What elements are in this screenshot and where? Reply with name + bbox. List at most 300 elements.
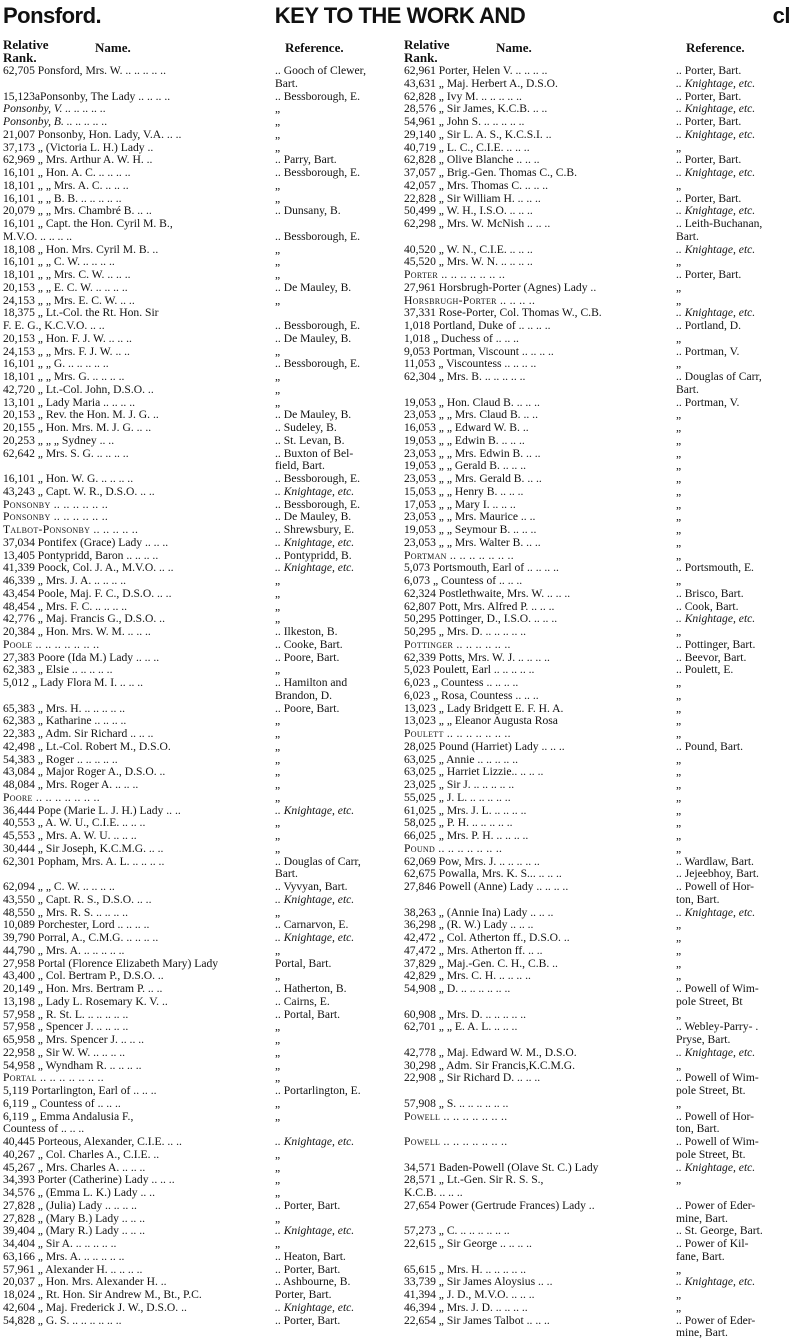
entry-name: 62,675 Powalla, Mrs. K. S... .. .. .. xyxy=(404,868,562,881)
entry-row xyxy=(404,562,796,575)
entry-row xyxy=(404,652,796,665)
entry-name: 43,084 „ Major Roger A., D.S.O. .. xyxy=(3,766,166,779)
entry-name: 37,173 „ (Victoria L. H.) Lady .. xyxy=(3,141,154,154)
entry-name: 62,828 „ Olive Blanche .. .. .. xyxy=(404,154,540,167)
entry-name: 24,153 „ „ Mrs. E. C. W. .. .. xyxy=(3,294,135,307)
entry-row xyxy=(3,537,395,550)
entry-name: 43,243 „ Capt. W. R., D.S.O. .. .. xyxy=(3,485,155,498)
entry-row xyxy=(3,1111,395,1124)
entry-reference: „ xyxy=(275,1187,281,1199)
entry-row xyxy=(404,983,796,996)
entry-name: 58,025 „ P. H. .. .. .. .. .. xyxy=(404,817,513,830)
entry-row xyxy=(404,1264,796,1277)
entry-reference: .. Ashbourne, B. xyxy=(275,1276,351,1289)
entry-row xyxy=(404,588,796,601)
entry-row xyxy=(3,1098,395,1111)
entry-row xyxy=(3,843,395,856)
entry-reference: .. Porter, Bart. xyxy=(676,116,742,128)
entry-reference: .. Cairns, E. xyxy=(275,995,330,1008)
entry-row xyxy=(404,613,796,626)
entry-name: K.C.B. .. .. .. xyxy=(404,1187,463,1199)
entry-reference: .. Porter, Bart. xyxy=(676,192,742,205)
entry-row xyxy=(404,397,796,410)
entry-row xyxy=(3,754,395,767)
entry-reference: „ xyxy=(275,294,281,307)
entry-reference: .. Shrewsbury, E. xyxy=(275,524,355,536)
entry-reference: „ xyxy=(275,740,281,753)
entry-name: 57,958 „ R. St. L. .. .. .. .. .. xyxy=(3,1008,129,1021)
reference-heading: Reference. xyxy=(686,40,745,55)
entry-name: 1,018 Portland, Duke of .. .. .. .. xyxy=(404,320,551,332)
entry-reference: .. Buxton of Bel- xyxy=(275,447,354,460)
entry-row xyxy=(3,715,395,728)
entry-row xyxy=(3,550,395,563)
entry-reference: pole Street, Bt xyxy=(676,995,743,1008)
entry-reference: „ xyxy=(676,1097,682,1110)
entry-name: 28,576 „ Sir James, K.C.B. .. .. xyxy=(404,103,548,116)
entry-name: 62,304 „ Mrs. B. .. .. .. .. .. xyxy=(404,371,526,383)
entry-reference: .. Knightage, etc. xyxy=(275,1136,355,1148)
entry-reference: „ xyxy=(275,1034,281,1046)
entry-name: 48,084 „ Mrs. Roger A. .. .. .. xyxy=(3,779,139,791)
entry-row xyxy=(3,562,395,575)
entry-row xyxy=(404,448,796,461)
entry-row xyxy=(3,805,395,818)
entry-row xyxy=(3,881,395,894)
entry-reference: .. Poore, Bart. xyxy=(275,702,340,715)
entry-reference: .. Porter, Bart. xyxy=(676,269,742,281)
entry-reference: „ xyxy=(676,830,682,842)
entry-name: 18,375 „ Lt.-Col. the Rt. Hon. Sir xyxy=(3,307,159,320)
entry-row xyxy=(3,116,395,129)
entry-row xyxy=(3,690,395,703)
entry-reference: „ xyxy=(676,791,682,804)
entry-row xyxy=(3,1264,395,1277)
entry-reference: Brandon, D. xyxy=(275,689,332,702)
entry-name: 40,719 „ L. C., C.I.E. .. .. .. xyxy=(404,141,530,154)
entry-reference: ton, Bart. xyxy=(676,893,720,906)
entry-name: 42,498 „ Lt.-Col. Robert M., D.S.O. xyxy=(3,740,171,753)
entry-row xyxy=(3,613,395,626)
entry-reference: „ xyxy=(676,766,682,779)
entry-reference: .. Jejeebhoy, Bart. xyxy=(676,868,759,881)
entry-reference: .. Powell of Wim- xyxy=(676,1072,759,1085)
entry-reference: .. Webley-Parry- . xyxy=(676,1021,759,1034)
entry-reference: „ xyxy=(275,753,281,766)
entry-row xyxy=(404,193,796,206)
entry-row xyxy=(404,1111,796,1124)
entry-reference: .. Porter, Bart. xyxy=(676,154,742,167)
entry-name: Ponsonby, V. .. .. .. .. .. xyxy=(3,103,106,116)
entry-name: 16,101 „ „ G. .. .. .. .. .. xyxy=(3,358,109,371)
entry-name: 37,331 Rose-Porter, Col. Thomas W., C.B. xyxy=(404,307,602,320)
entry-name: 20,079 „ „ Mrs. Chambré B. .. .. xyxy=(3,205,152,218)
entry-row xyxy=(404,1251,796,1264)
entry-reference: „ xyxy=(676,485,682,498)
entry-reference: .. Beevor, Bart. xyxy=(676,651,747,664)
entry-reference: „ xyxy=(275,371,281,383)
entry-row xyxy=(3,384,395,397)
entry-row xyxy=(3,1289,395,1302)
entry-reference: „ xyxy=(676,817,682,830)
page-number: cl xyxy=(772,3,790,28)
entry-row xyxy=(404,116,796,129)
entry-name: 20,253 „ „ „ Sydney .. .. xyxy=(3,434,115,447)
entry-name: 19,053 „ „ Edwin B. .. .. .. xyxy=(404,434,525,447)
name-heading: Name. xyxy=(496,40,532,55)
entry-name: 10,089 Porchester, Lord .. .. .. .. xyxy=(3,919,150,932)
entry-name: 20,384 „ Hon. Mrs. W. M. .. .. .. xyxy=(3,626,151,638)
entry-row xyxy=(404,843,796,856)
entry-reference: „ xyxy=(676,511,682,524)
entry-reference: .. Porter, Bart. xyxy=(275,1314,341,1327)
entry-name: 30,298 „ Adm. Sir Francis,K.C.M.G. xyxy=(404,1059,576,1072)
entry-row xyxy=(3,154,395,167)
entry-reference: mine, Bart. xyxy=(676,1327,728,1340)
entry-row xyxy=(3,932,395,945)
entry-row xyxy=(3,766,395,779)
entry-reference: „ xyxy=(275,728,281,740)
entry-name: Ponsonby .. .. .. .. .. .. xyxy=(3,498,109,511)
entry-name: 5,023 Poulett, Earl .. .. .. .. .. xyxy=(404,664,535,677)
entry-reference: .. Knightage, etc. xyxy=(676,906,756,919)
entry-reference: „ xyxy=(275,103,281,116)
entry-name: 36,444 Pope (Marie L. J. H.) Lady .. .. xyxy=(3,804,181,817)
entry-row xyxy=(3,333,395,346)
entry-reference: „ xyxy=(676,919,682,932)
entry-name: Ponsonby, B. .. .. .. .. .. xyxy=(3,116,108,128)
entry-name: 6,023 „ Rosa, Countess .. .. .. xyxy=(404,689,539,702)
entry-reference: „ xyxy=(275,269,281,281)
entry-name: 62,383 „ Elsie .. .. .. .. .. xyxy=(3,664,113,677)
entry-row xyxy=(3,65,395,78)
entry-name: 65,615 „ Mrs. H. .. .. .. .. .. xyxy=(404,1263,527,1276)
entry-reference: „ xyxy=(275,1046,281,1059)
entry-reference: „ xyxy=(676,422,682,434)
entry-row xyxy=(3,371,395,384)
entry-row xyxy=(404,1021,796,1034)
entry-reference: .. De Mauley, B. xyxy=(275,332,352,345)
entry-reference: „ xyxy=(275,715,281,728)
entry-name: 60,908 „ Mrs. D. .. .. .. .. .. xyxy=(404,1008,527,1021)
entry-reference: .. Portsmouth, E. xyxy=(676,562,754,575)
entry-row xyxy=(404,932,796,945)
entry-name: 41,394 „ J. D., M.V.O. .. .. .. xyxy=(404,1289,535,1301)
rank-heading: Relative Rank. xyxy=(3,37,49,65)
entry-name: 57,958 „ Spencer J. .. .. .. .. xyxy=(3,1021,129,1034)
entry-row xyxy=(404,1085,796,1098)
entry-row xyxy=(3,868,395,881)
entry-name: 20,037 „ Hon. Mrs. Alexander H. .. xyxy=(3,1276,167,1289)
entry-name: 50,295 Pottinger, D., I.S.O. .. .. .. xyxy=(404,613,558,626)
entry-reference: „ xyxy=(275,664,281,677)
entry-reference: „ xyxy=(275,766,281,779)
entry-reference: „ xyxy=(275,256,281,269)
entry-row xyxy=(3,1060,395,1073)
entry-row xyxy=(404,779,796,792)
entry-row xyxy=(404,1225,796,1238)
entry-reference: „ xyxy=(275,1161,281,1174)
entry-reference: „ xyxy=(676,141,682,154)
entry-row xyxy=(404,1289,796,1302)
entry-row xyxy=(3,307,395,320)
entry-reference: .. Portarlington, E. xyxy=(275,1085,361,1097)
entry-reference: .. Bessborough, E. xyxy=(275,498,361,511)
entry-row xyxy=(3,473,395,486)
entry-name: 65,958 „ Mrs. Spencer J. .. .. .. xyxy=(3,1034,145,1046)
entry-reference: .. Knightage, etc. xyxy=(676,243,756,256)
entry-name: 62,701 „ „ E. A. L. .. .. .. xyxy=(404,1021,518,1034)
entry-name: 20,153 „ „ E. C. W. .. .. .. .. xyxy=(3,281,128,294)
entry-row xyxy=(3,1225,395,1238)
entry-reference: field, Bart. xyxy=(275,460,325,473)
entry-row xyxy=(404,1213,796,1226)
entry-name: 21,007 Ponsonby, Hon. Lady, V.A. .. .. xyxy=(3,128,182,141)
entry-row xyxy=(3,1302,395,1315)
entry-row xyxy=(3,703,395,716)
entry-row xyxy=(3,601,395,614)
entry-reference: .. St. George, Bart. xyxy=(676,1225,763,1238)
entry-row xyxy=(3,1251,395,1264)
entry-name: 9,053 Portman, Viscount .. .. .. .. xyxy=(404,345,554,358)
entry-reference: .. Knightage, etc. xyxy=(676,1161,756,1174)
entry-reference: „ xyxy=(275,613,281,626)
entry-reference: .. Knightage, etc. xyxy=(676,307,756,320)
entry-row xyxy=(404,626,796,639)
entry-row xyxy=(3,499,395,512)
entry-name: 27,961 Horsbrugh-Porter (Agnes) Lady .. xyxy=(404,281,597,294)
entry-row xyxy=(3,1034,395,1047)
entry-name: 22,958 „ Sir W. W. .. .. .. .. xyxy=(3,1046,126,1059)
running-head-title: KEY TO THE WORK AND xyxy=(274,3,526,28)
entry-name: 28,025 Pound (Harriet) Lady .. .. .. xyxy=(404,740,565,753)
entry-row xyxy=(404,1149,796,1162)
entry-reference: „ xyxy=(275,1021,281,1034)
entry-reference: .. Knightage, etc. xyxy=(275,485,355,498)
entry-name: 6,119 „ Emma Andalusia F., xyxy=(3,1110,134,1123)
entry-name: 23,053 „ „ Mrs. Edwin B. .. .. xyxy=(404,447,541,460)
entry-row xyxy=(3,269,395,282)
entry-name: 62,642 „ Mrs. S. G. .. .. .. .. xyxy=(3,447,129,460)
entry-reference: „ xyxy=(676,689,682,702)
entry-row xyxy=(3,1187,395,1200)
entry-name: 20,153 „ Rev. the Hon. M. J. G. .. xyxy=(3,409,159,422)
entry-name: 48,550 „ Mrs. R. S. .. .. .. .. xyxy=(3,906,128,919)
entry-name: 65,383 „ Mrs. H. .. .. .. .. .. xyxy=(3,702,126,715)
entry-name: 23,053 „ „ Mrs. Walter B. .. .. xyxy=(404,536,541,549)
entry-name: 42,720 „ Lt.-Col. John, D.S.O. .. xyxy=(3,383,154,396)
entry-name: 24,153 „ „ Mrs. F. J. W. .. .. xyxy=(3,345,130,358)
entry-reference: „ xyxy=(275,396,281,409)
entry-reference: .. Portman, V. xyxy=(676,396,740,409)
entry-reference: pole Street, Bt. xyxy=(676,1085,746,1097)
entry-name: 50,499 „ W. H., I.S.O. .. .. .. xyxy=(404,205,533,218)
entry-row xyxy=(404,473,796,486)
entry-row xyxy=(3,193,395,206)
entry-reference: .. Knightage, etc. xyxy=(676,1046,756,1059)
entry-reference: „ xyxy=(676,536,682,549)
entry-reference: „ xyxy=(676,524,682,536)
entry-row xyxy=(404,805,796,818)
entry-reference: „ xyxy=(676,358,682,371)
entry-name: 27,654 Power (Gertrude Frances) Lady .. xyxy=(404,1199,595,1212)
entry-row xyxy=(3,996,395,1009)
entry-name: 42,604 „ Maj. Frederick J. W., D.S.O. .. xyxy=(3,1301,187,1314)
entry-row xyxy=(404,1238,796,1251)
entry-reference: .. Knightage, etc. xyxy=(275,932,355,944)
entry-name: 13,405 Pontypridd, Baron .. .. .. .. xyxy=(3,549,159,562)
entry-name: M.V.O. .. .. .. .. xyxy=(3,230,73,243)
entry-name: 19,053 „ „ Gerald B. .. .. .. xyxy=(404,460,527,473)
entry-name: 54,383 „ Roger .. .. .. .. .. xyxy=(3,753,118,766)
entry-name: 1,018 „ Duchess of .. .. .. xyxy=(404,332,519,345)
entry-name: 18,101 „ „ Mrs. G. .. .. .. .. xyxy=(3,371,125,383)
entry-reference: .. Cook, Bart. xyxy=(676,600,739,613)
entry-name: 19,053 „ Hon. Claud B. .. .. .. xyxy=(404,396,540,409)
entry-row xyxy=(404,1123,796,1136)
entry-row xyxy=(404,754,796,767)
entry-reference: .. Parry, Bart. xyxy=(275,154,337,167)
entry-name: 13,101 „ Lady Maria .. .. .. .. xyxy=(3,396,136,409)
entry-reference: „ xyxy=(676,1174,682,1187)
entry-row xyxy=(3,167,395,180)
entry-reference: „ xyxy=(676,498,682,511)
entry-reference: „ xyxy=(676,677,682,689)
column-header xyxy=(404,38,796,65)
entry-reference: .. Powell of Wim- xyxy=(676,983,759,995)
entry-row xyxy=(404,664,796,677)
entry-reference: Bart. xyxy=(676,383,699,396)
entry-reference: „ xyxy=(676,575,682,587)
entry-reference: Bart. xyxy=(275,77,298,90)
entry-row xyxy=(3,817,395,830)
entry-name: 16,101 „ Capt. the Hon. Cyril M. B., xyxy=(3,218,173,230)
entry-name: 40,553 „ A. W. U., C.I.E. .. .. .. xyxy=(3,817,146,830)
entry-reference: .. Knightage, etc. xyxy=(275,562,355,575)
entry-row xyxy=(404,499,796,512)
entry-name: 63,166 „ Mrs. A. .. .. .. .. .. xyxy=(3,1250,125,1263)
entry-row xyxy=(3,958,395,971)
entry-row xyxy=(404,766,796,779)
entry-row xyxy=(3,970,395,983)
entry-reference: „ xyxy=(275,587,281,600)
entry-name: 11,053 „ Viscountess .. .. .. .. xyxy=(404,358,537,371)
entry-row xyxy=(404,154,796,167)
entry-row xyxy=(3,78,395,91)
entry-reference: „ xyxy=(275,141,281,154)
entry-name: 5,119 Portarlington, Earl of .. .. .. xyxy=(3,1085,157,1097)
entry-reference: „ xyxy=(676,332,682,345)
entry-row xyxy=(404,575,796,588)
entry-reference: „ xyxy=(676,434,682,447)
entry-name: Pottinger .. .. .. .. .. .. xyxy=(404,638,511,651)
entry-name: 62,339 Potts, Mrs. W. J. .. .. .. .. xyxy=(404,651,550,664)
entry-name: 27,828 „ (Mary B.) Lady .. .. .. xyxy=(3,1212,145,1225)
right-column xyxy=(404,38,796,1340)
entry-name: 54,961 „ John S. .. .. .. .. .. xyxy=(404,116,525,128)
entry-row xyxy=(3,358,395,371)
entry-row xyxy=(3,205,395,218)
entry-row xyxy=(404,511,796,524)
entry-reference: „ xyxy=(676,1301,682,1314)
entry-name: 42,829 „ Mrs. C. H. .. .. .. .. xyxy=(404,970,531,983)
entry-name: 63,025 „ Annie .. .. .. .. .. xyxy=(404,753,518,766)
entry-name: 15,123aPonsonby, The Lady .. .. .. .. xyxy=(3,90,171,103)
entry-reference: „ xyxy=(275,791,281,804)
entry-row xyxy=(3,1136,395,1149)
entry-reference: .. Carnarvon, E. xyxy=(275,919,349,932)
entry-row xyxy=(404,167,796,180)
entry-row xyxy=(3,231,395,244)
entry-row xyxy=(404,1302,796,1315)
entry-row xyxy=(404,741,796,754)
entry-reference: .. Bessborough, E. xyxy=(275,358,361,371)
entry-name: 16,053 „ „ Edward W. B. .. xyxy=(404,422,529,434)
entry-reference: Bart. xyxy=(676,230,699,243)
entry-name: 27,828 „ (Julia) Lady .. .. .. .. xyxy=(3,1199,137,1212)
entry-name: 62,705 Ponsford, Mrs. W. .. .. .. .. .. xyxy=(3,65,166,77)
entry-row xyxy=(404,244,796,257)
entry-name: 42,472 „ Col. Atherton ff., D.S.O. .. xyxy=(404,932,570,944)
entry-row xyxy=(404,1327,796,1340)
entry-reference: „ xyxy=(676,1059,682,1072)
entry-name: 23,053 „ „ Mrs. Gerald B. .. .. xyxy=(404,473,542,485)
entry-row xyxy=(3,1085,395,1098)
entry-row xyxy=(404,907,796,920)
entry-name: 62,301 Popham, Mrs. A. L. .. .. .. .. xyxy=(3,855,165,868)
entry-row xyxy=(404,129,796,142)
entry-name: 34,571 Baden-Powell (Olave St. C.) Lady xyxy=(404,1161,599,1174)
entry-name: 27,846 Powell (Anne) Lady .. .. .. .. xyxy=(404,881,569,893)
entry-row xyxy=(3,244,395,257)
entry-reference: „ xyxy=(275,1148,281,1161)
entry-name: 43,550 „ Capt. R. S., D.S.O. .. .. xyxy=(3,893,152,906)
entry-name: 30,444 „ Sir Joseph, K.C.M.G. .. .. xyxy=(3,842,164,855)
entry-row xyxy=(3,397,395,410)
entry-row xyxy=(404,894,796,907)
entry-row xyxy=(404,830,796,843)
entry-row xyxy=(404,435,796,448)
entry-reference: „ xyxy=(676,932,682,944)
entry-row xyxy=(3,626,395,639)
entry-name: Horsbrugh-Porter .. .. .. .. xyxy=(404,294,536,307)
entry-row xyxy=(404,1098,796,1111)
entry-reference: „ xyxy=(275,1174,281,1187)
entry-row xyxy=(404,333,796,346)
entry-name: 40,520 „ W. N., C.I.E. .. .. .. xyxy=(404,243,533,256)
entry-row xyxy=(3,639,395,652)
entry-reference: „ xyxy=(275,600,281,613)
entry-reference: .. Knightage, etc. xyxy=(275,536,355,549)
entry-name: 46,394 „ Mrs. J. D. .. .. .. .. xyxy=(404,1301,528,1314)
entry-name: 62,383 „ Katharine .. .. .. .. xyxy=(3,715,127,728)
entry-reference: .. Porter, Bart. xyxy=(275,1263,341,1276)
entry-name: 23,025 „ Sir J. .. .. .. .. .. xyxy=(404,779,515,791)
rank-heading: Relative Rank. xyxy=(404,37,450,65)
entry-row xyxy=(3,1238,395,1251)
entry-name: 16,101 „ Hon. W. G. .. .. .. .. xyxy=(3,473,134,485)
entry-row xyxy=(404,958,796,971)
entry-name: Powell .. .. .. .. .. .. .. xyxy=(404,1110,508,1123)
entry-row xyxy=(404,409,796,422)
entry-name: 41,339 Poock, Col. J. A., M.V.O. .. .. xyxy=(3,562,174,575)
entry-name: Poore .. .. .. .. .. .. .. xyxy=(3,791,100,804)
entry-reference: .. Bessborough, E. xyxy=(275,320,361,332)
entry-reference: „ xyxy=(275,179,281,192)
entry-row xyxy=(3,1276,395,1289)
entry-name: 22,828 „ Sir William H. .. .. .. xyxy=(404,192,541,205)
entry-reference: .. Powell of Wim- xyxy=(676,1136,759,1148)
